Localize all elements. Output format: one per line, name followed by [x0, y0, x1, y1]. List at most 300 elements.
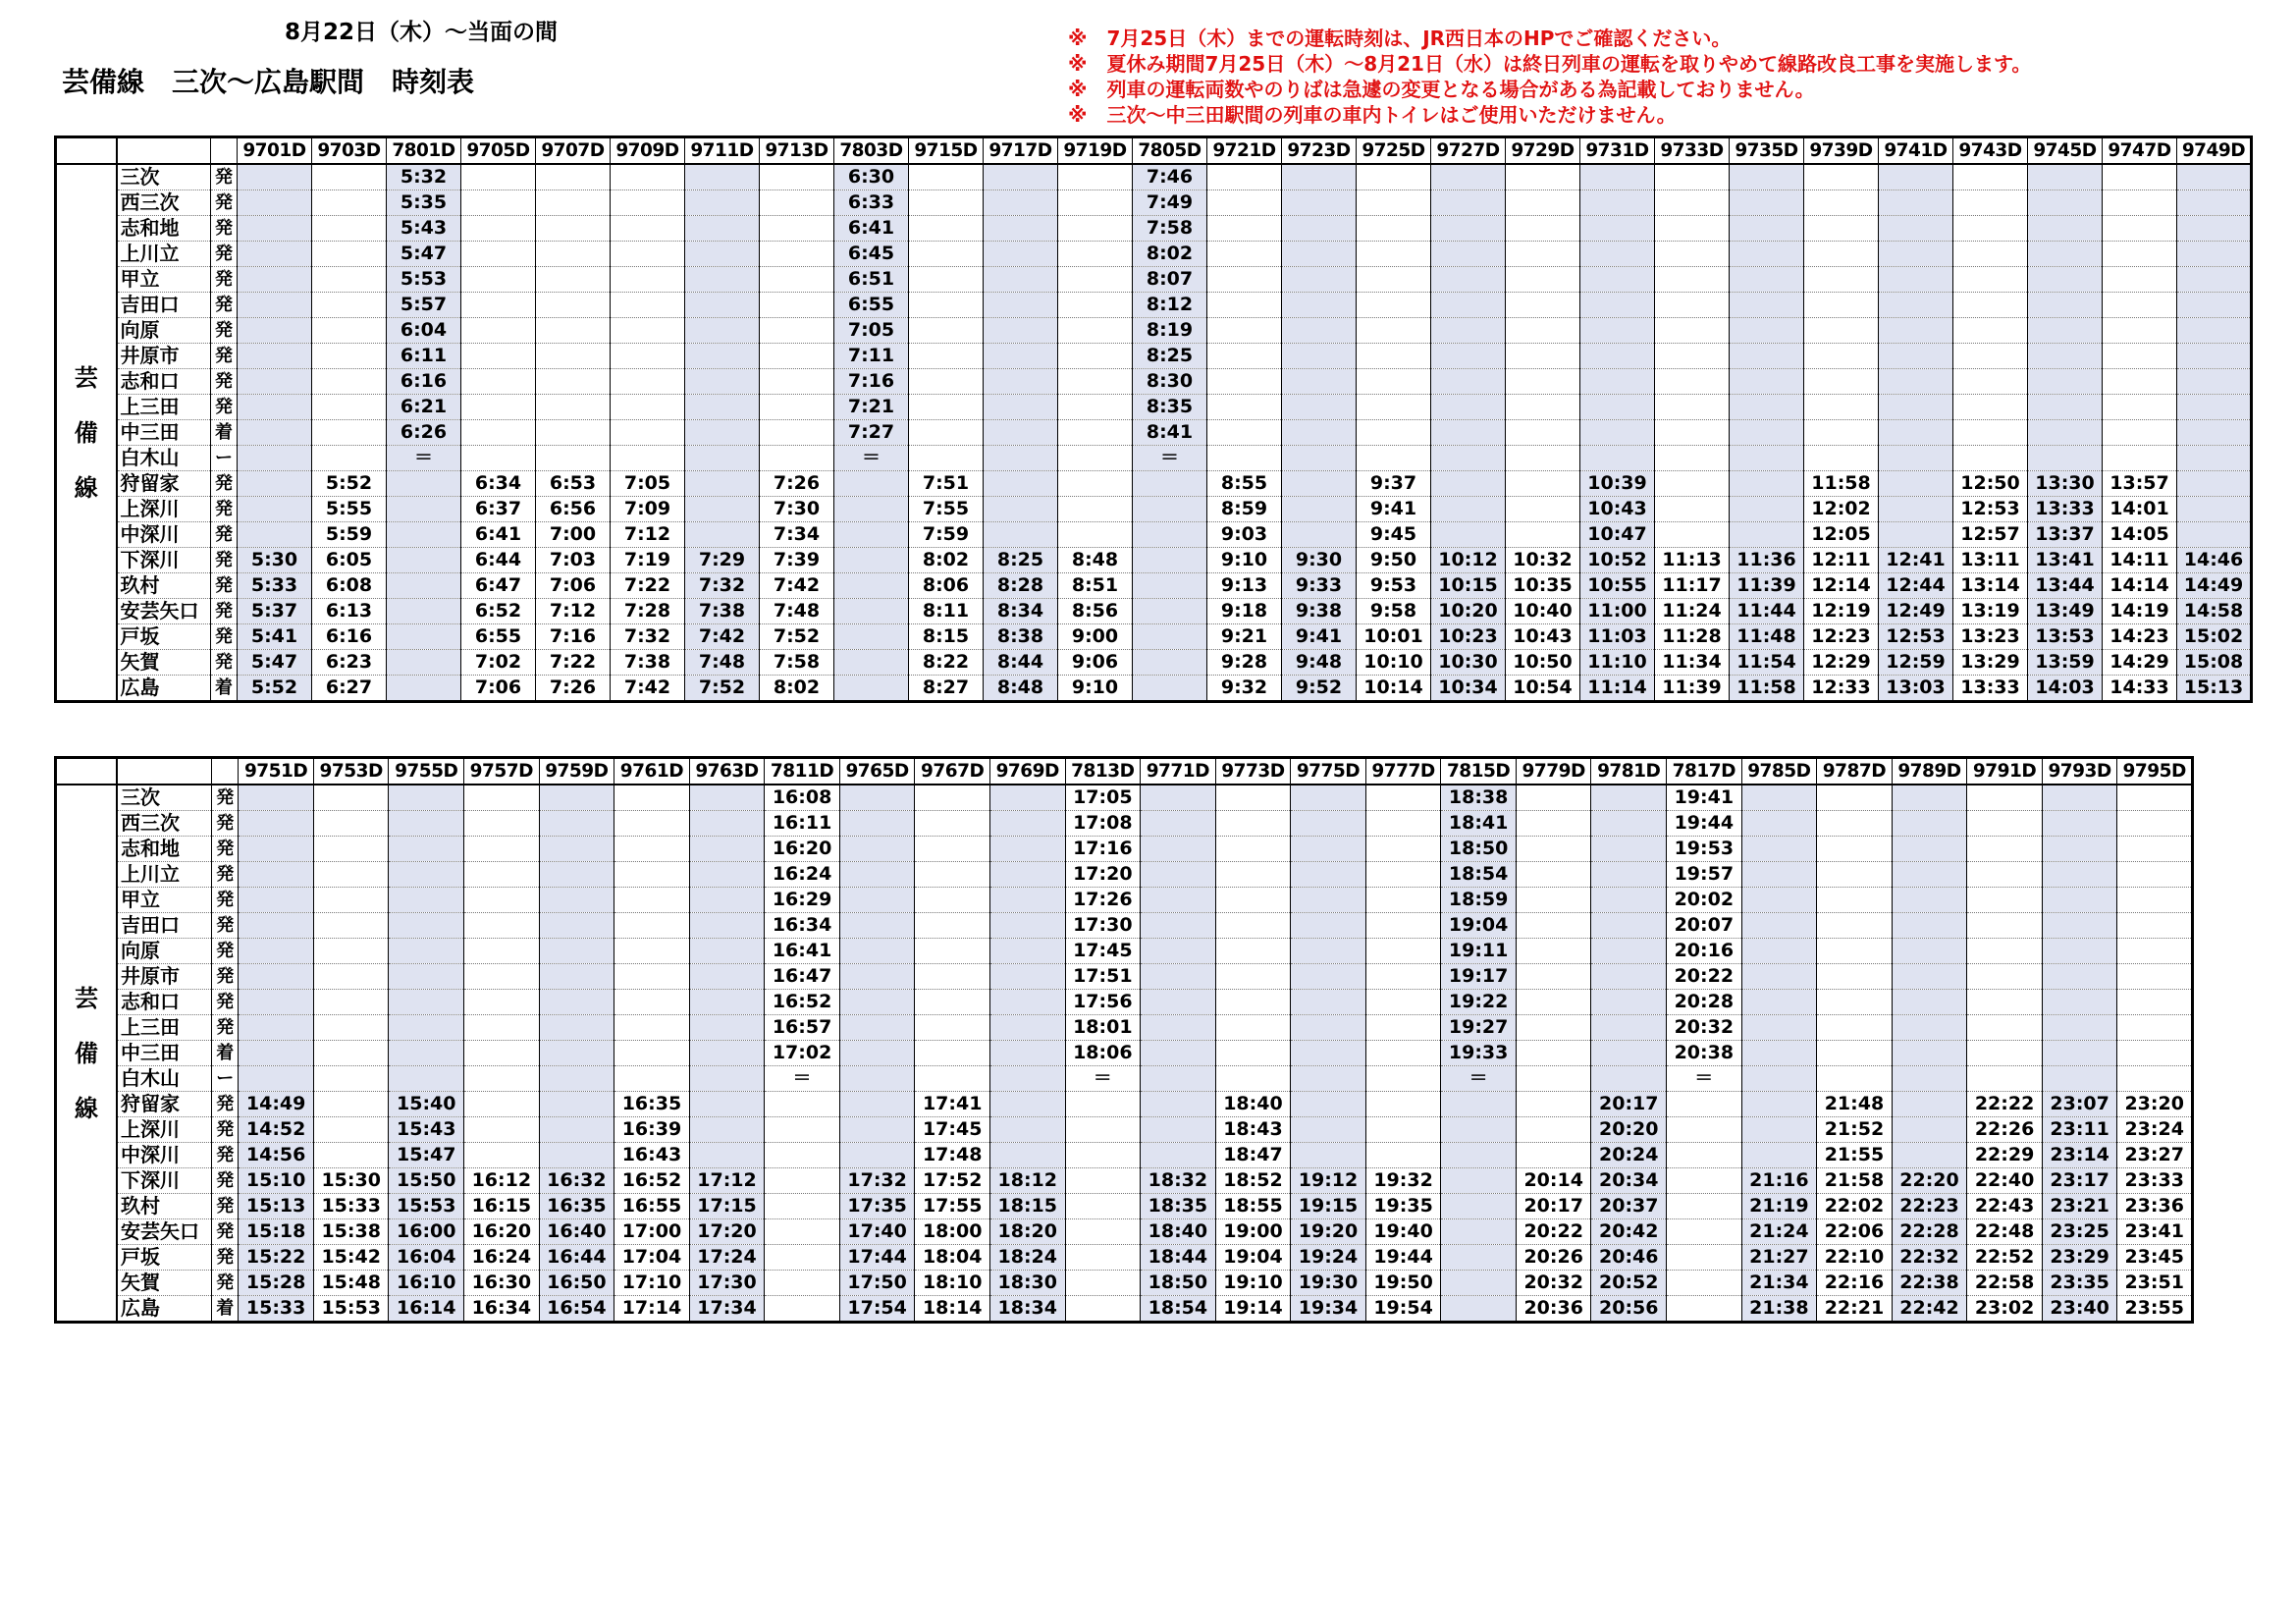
time-cell: 16:35	[539, 1194, 614, 1219]
time-cell	[1580, 190, 1655, 216]
time-cell	[1282, 242, 1357, 267]
time-cell: 20:38	[1667, 1041, 1742, 1066]
time-cell	[685, 369, 760, 395]
time-cell	[989, 990, 1065, 1015]
time-cell: 7:16	[536, 624, 611, 650]
time-cell	[2117, 939, 2193, 964]
time-cell	[1441, 1296, 1517, 1323]
time-cell	[2103, 190, 2177, 216]
time-cell	[2103, 369, 2177, 395]
time-cell: 9:37	[1357, 471, 1431, 497]
time-cell: 15:10	[239, 1168, 314, 1194]
time-cell: 9:33	[1282, 573, 1357, 599]
time-cell: 7:22	[611, 573, 685, 599]
time-cell	[1141, 1015, 1216, 1041]
time-cell: 18:54	[1141, 1296, 1216, 1323]
time-cell: 12:50	[1953, 471, 2028, 497]
time-cell: 15:08	[2177, 650, 2252, 676]
time-cell	[1953, 344, 2028, 369]
time-cell: 7:26	[536, 676, 611, 702]
time-cell	[1215, 837, 1291, 862]
time-cell	[984, 522, 1058, 548]
time-cell: 21:27	[1741, 1245, 1817, 1271]
station-row	[56, 964, 2193, 990]
time-cell	[989, 785, 1065, 811]
time-cell	[312, 369, 387, 395]
time-cell: 21:34	[1741, 1271, 1817, 1296]
station-row	[56, 369, 2252, 395]
time-cell	[536, 164, 611, 190]
time-cell: 19:35	[1365, 1194, 1441, 1219]
time-cell: 17:10	[614, 1271, 690, 1296]
time-cell: 23:45	[2117, 1245, 2193, 1271]
time-cell	[461, 293, 536, 318]
time-cell	[313, 785, 389, 811]
time-cell: 14:11	[2103, 548, 2177, 573]
station-row	[56, 1143, 2193, 1168]
time-cell	[1365, 811, 1441, 837]
time-cell	[834, 624, 909, 650]
time-cell	[1365, 1092, 1441, 1117]
time-cell: 16:39	[614, 1117, 690, 1143]
time-cell: 16:57	[765, 1015, 840, 1041]
time-cell	[760, 395, 834, 420]
time-cell	[2177, 446, 2252, 471]
station-name: 戸坂	[117, 624, 211, 650]
time-cell	[1591, 1015, 1667, 1041]
time-cell	[1804, 216, 1879, 242]
time-cell: 9:10	[1058, 676, 1133, 702]
time-cell: 7:11	[834, 344, 909, 369]
time-cell: 16:24	[464, 1245, 540, 1271]
time-cell	[611, 446, 685, 471]
time-cell: 14:19	[2103, 599, 2177, 624]
train-number: 9781D	[1591, 758, 1667, 785]
time-cell	[1741, 1066, 1817, 1092]
train-number: 9745D	[2028, 137, 2103, 165]
time-cell	[1058, 471, 1133, 497]
time-cell	[1953, 446, 2028, 471]
time-cell	[909, 216, 984, 242]
time-cell: 17:45	[915, 1117, 990, 1143]
time-cell	[984, 293, 1058, 318]
time-cell	[1516, 1041, 1591, 1066]
time-cell: 14:14	[2103, 573, 2177, 599]
time-cell: 11:10	[1580, 650, 1655, 676]
time-cell	[1967, 888, 2043, 913]
time-cell: 9:32	[1207, 676, 1282, 702]
time-cell: 8:55	[1207, 471, 1282, 497]
time-cell: 22:28	[1892, 1219, 1967, 1245]
time-cell: 10:10	[1357, 650, 1431, 676]
time-cell: 16:12	[464, 1168, 540, 1194]
time-cell: 17:51	[1065, 964, 1141, 990]
time-cell	[1441, 1168, 1517, 1194]
station-name: 矢賀	[117, 1271, 212, 1296]
station-row	[56, 1168, 2193, 1194]
time-cell: 8:06	[909, 573, 984, 599]
time-cell: 22:16	[1817, 1271, 1893, 1296]
time-cell	[909, 344, 984, 369]
time-cell	[2103, 344, 2177, 369]
time-cell	[239, 862, 314, 888]
time-cell: 10:43	[1580, 497, 1655, 522]
time-cell	[1291, 1143, 1366, 1168]
time-cell	[1655, 497, 1730, 522]
time-cell: 6:45	[834, 242, 909, 267]
time-cell: 23:33	[2117, 1168, 2193, 1194]
time-cell	[839, 1092, 915, 1117]
time-cell	[1967, 1066, 2043, 1092]
time-cell	[1441, 1219, 1517, 1245]
time-cell: 8:12	[1133, 293, 1207, 318]
time-cell	[1506, 216, 1580, 242]
time-cell: 12:23	[1804, 624, 1879, 650]
time-cell	[839, 785, 915, 811]
time-cell	[1730, 164, 1804, 190]
time-cell: 12:53	[1953, 497, 2028, 522]
time-cell: 6:34	[461, 471, 536, 497]
time-cell	[1506, 190, 1580, 216]
arr-dep-mark: 発	[211, 164, 238, 190]
time-cell: 20:37	[1591, 1194, 1667, 1219]
time-cell: 21:19	[1741, 1194, 1817, 1219]
train-number: 9701D	[238, 137, 312, 165]
time-cell: 9:45	[1357, 522, 1431, 548]
train-number: 9715D	[909, 137, 984, 165]
time-cell	[689, 1117, 765, 1143]
header-blank	[117, 758, 212, 785]
time-cell	[1667, 1271, 1742, 1296]
time-cell	[2028, 369, 2103, 395]
time-cell	[1817, 837, 1893, 862]
time-cell	[1730, 471, 1804, 497]
time-cell	[1291, 1117, 1366, 1143]
time-cell	[1291, 837, 1366, 862]
time-cell: 7:03	[536, 548, 611, 573]
time-cell: 20:32	[1516, 1271, 1591, 1296]
time-cell: 10:30	[1431, 650, 1506, 676]
time-cell: 23:40	[2042, 1296, 2117, 1323]
time-cell	[1282, 369, 1357, 395]
train-number: 9721D	[1207, 137, 1282, 165]
time-cell	[1804, 267, 1879, 293]
time-cell: 23:11	[2042, 1117, 2117, 1143]
time-cell	[389, 1015, 464, 1041]
station-row	[56, 939, 2193, 964]
station-name: 広島	[117, 676, 211, 702]
arr-dep-mark: 着	[212, 1041, 239, 1066]
time-cell: 20:16	[1667, 939, 1742, 964]
time-cell	[2177, 190, 2252, 216]
time-cell: 6:56	[536, 497, 611, 522]
arr-dep-mark: 発	[212, 1219, 239, 1245]
time-cell	[2028, 344, 2103, 369]
time-cell	[1741, 913, 1817, 939]
time-cell: 7:48	[685, 650, 760, 676]
time-cell	[1058, 369, 1133, 395]
time-cell: 18:35	[1141, 1194, 1216, 1219]
time-cell	[464, 785, 540, 811]
time-cell	[2028, 216, 2103, 242]
time-cell	[539, 785, 614, 811]
time-cell	[238, 497, 312, 522]
time-cell: 10:35	[1506, 573, 1580, 599]
time-cell: 7:48	[760, 599, 834, 624]
time-cell: 21:55	[1817, 1143, 1893, 1168]
arr-dep-mark: 発	[211, 216, 238, 242]
time-cell: 20:56	[1591, 1296, 1667, 1323]
train-number: 9793D	[2042, 758, 2117, 785]
time-cell: 17:35	[839, 1194, 915, 1219]
time-cell: 12:59	[1879, 650, 1953, 676]
station-name: 戸坂	[117, 1245, 212, 1271]
time-cell	[765, 1296, 840, 1323]
time-cell	[312, 293, 387, 318]
time-cell	[2117, 862, 2193, 888]
station-row	[56, 1015, 2193, 1041]
station-name: 上深川	[117, 1117, 212, 1143]
time-cell	[689, 990, 765, 1015]
time-cell	[614, 837, 690, 862]
time-cell	[611, 369, 685, 395]
arr-dep-mark: 発	[211, 522, 238, 548]
time-cell: 6:04	[387, 318, 461, 344]
time-cell	[1357, 395, 1431, 420]
time-cell: ＝	[1667, 1066, 1742, 1092]
time-cell	[839, 913, 915, 939]
time-cell	[834, 676, 909, 702]
time-cell: 20:14	[1516, 1168, 1591, 1194]
time-cell: 16:50	[539, 1271, 614, 1296]
time-cell: 20:07	[1667, 913, 1742, 939]
time-cell: 12:14	[1804, 573, 1879, 599]
station-name: 吉田口	[117, 293, 211, 318]
time-cell: 9:21	[1207, 624, 1282, 650]
time-cell	[2177, 318, 2252, 344]
time-cell	[839, 837, 915, 862]
time-cell: 16:29	[765, 888, 840, 913]
time-cell	[464, 913, 540, 939]
time-cell: 19:00	[1215, 1219, 1291, 1245]
time-cell: 7:30	[760, 497, 834, 522]
time-cell	[313, 1117, 389, 1143]
time-cell	[1892, 837, 1967, 862]
time-cell	[2117, 913, 2193, 939]
time-cell: 10:14	[1357, 676, 1431, 702]
time-cell	[464, 1015, 540, 1041]
time-cell: 8:30	[1133, 369, 1207, 395]
time-cell	[389, 913, 464, 939]
time-cell	[2028, 267, 2103, 293]
time-cell	[1741, 1015, 1817, 1041]
time-cell	[989, 811, 1065, 837]
time-cell	[915, 913, 990, 939]
time-cell	[760, 164, 834, 190]
time-cell	[2177, 344, 2252, 369]
arr-dep-mark: 発	[212, 913, 239, 939]
time-cell	[611, 395, 685, 420]
time-cell: 6:21	[387, 395, 461, 420]
line-name-cell	[56, 164, 117, 702]
time-cell	[238, 293, 312, 318]
time-cell: 14:29	[2103, 650, 2177, 676]
date-range: 8月22日（木）～当面の間	[285, 20, 559, 45]
time-cell	[1506, 344, 1580, 369]
time-cell: 9:28	[1207, 650, 1282, 676]
time-cell: 7:39	[760, 548, 834, 573]
time-cell	[239, 811, 314, 837]
time-cell: 20:24	[1591, 1143, 1667, 1168]
time-cell	[1441, 1117, 1517, 1143]
time-cell: 16:15	[464, 1194, 540, 1219]
arr-dep-mark: 発	[211, 293, 238, 318]
time-cell: 7:26	[760, 471, 834, 497]
time-cell: 13:14	[1953, 573, 2028, 599]
time-cell	[2103, 420, 2177, 446]
time-cell: 21:58	[1817, 1168, 1893, 1194]
time-cell	[1207, 420, 1282, 446]
time-cell	[1817, 939, 1893, 964]
time-cell	[689, 964, 765, 990]
train-number: 9703D	[312, 137, 387, 165]
time-cell	[1065, 1245, 1141, 1271]
time-cell	[389, 888, 464, 913]
time-cell	[614, 888, 690, 913]
time-cell	[387, 624, 461, 650]
time-cell	[389, 837, 464, 862]
train-number: 9719D	[1058, 137, 1133, 165]
time-cell	[915, 964, 990, 990]
time-cell: 15:02	[2177, 624, 2252, 650]
time-cell	[1730, 344, 1804, 369]
time-cell	[1817, 913, 1893, 939]
time-cell: 18:52	[1215, 1168, 1291, 1194]
time-cell	[685, 344, 760, 369]
time-cell	[1506, 293, 1580, 318]
time-cell: 16:34	[765, 913, 840, 939]
time-cell: 22:58	[1967, 1271, 2043, 1296]
time-cell	[614, 990, 690, 1015]
time-cell	[1282, 318, 1357, 344]
time-cell	[1141, 1143, 1216, 1168]
time-cell	[765, 1271, 840, 1296]
arr-dep-mark: 発	[212, 939, 239, 964]
time-cell	[1892, 990, 1967, 1015]
time-cell	[685, 293, 760, 318]
train-number: 9743D	[1953, 137, 2028, 165]
time-cell	[989, 862, 1065, 888]
time-cell: 23:20	[2117, 1092, 2193, 1117]
time-cell: 17:54	[839, 1296, 915, 1323]
time-cell	[839, 939, 915, 964]
time-cell: 13:59	[2028, 650, 2103, 676]
time-cell	[1133, 573, 1207, 599]
time-cell	[239, 785, 314, 811]
time-cell: 7:42	[611, 676, 685, 702]
time-cell	[1817, 1015, 1893, 1041]
time-cell	[2028, 293, 2103, 318]
time-cell: 17:20	[689, 1219, 765, 1245]
time-cell	[1058, 267, 1133, 293]
time-cell: 8:34	[984, 599, 1058, 624]
time-cell: 20:46	[1591, 1245, 1667, 1271]
time-cell: 8:28	[984, 573, 1058, 599]
time-cell	[1365, 1066, 1441, 1092]
time-cell	[1879, 242, 1953, 267]
time-cell: 5:30	[238, 548, 312, 573]
time-cell	[1591, 785, 1667, 811]
train-number: 9791D	[1967, 758, 2043, 785]
time-cell	[1516, 862, 1591, 888]
time-cell	[1953, 293, 2028, 318]
time-cell: 8:44	[984, 650, 1058, 676]
time-cell	[2177, 497, 2252, 522]
time-cell	[1879, 190, 1953, 216]
time-cell	[239, 1015, 314, 1041]
time-cell: 8:25	[984, 548, 1058, 573]
time-cell: 17:04	[614, 1245, 690, 1271]
time-cell	[464, 964, 540, 990]
train-number: 9789D	[1892, 758, 1967, 785]
time-cell	[539, 939, 614, 964]
station-row	[56, 811, 2193, 837]
time-cell: 15:42	[313, 1245, 389, 1271]
time-cell: 18:32	[1141, 1168, 1216, 1194]
train-number: 7801D	[387, 137, 461, 165]
time-cell	[611, 318, 685, 344]
time-cell: 17:48	[915, 1143, 990, 1168]
time-cell: 18:40	[1141, 1219, 1216, 1245]
time-cell	[389, 862, 464, 888]
time-cell: 13:11	[1953, 548, 2028, 573]
time-cell	[464, 1092, 540, 1117]
time-cell: 7:00	[536, 522, 611, 548]
time-cell	[2028, 190, 2103, 216]
time-cell	[1215, 913, 1291, 939]
time-cell: 5:57	[387, 293, 461, 318]
time-cell: 13:03	[1879, 676, 1953, 702]
time-cell	[685, 420, 760, 446]
time-cell: 10:54	[1506, 676, 1580, 702]
time-cell	[1282, 344, 1357, 369]
time-cell	[389, 939, 464, 964]
station-row	[56, 1296, 2193, 1323]
station-row	[56, 624, 2252, 650]
station-row	[56, 420, 2252, 446]
time-cell	[760, 216, 834, 242]
arr-dep-mark: 発	[211, 548, 238, 573]
time-cell: 12:11	[1804, 548, 1879, 573]
time-cell	[1741, 888, 1817, 913]
time-cell	[1291, 1041, 1366, 1066]
time-cell: 23:17	[2042, 1168, 2117, 1194]
time-cell: 16:20	[765, 837, 840, 862]
arr-dep-mark: 発	[211, 344, 238, 369]
time-cell: 13:41	[2028, 548, 2103, 573]
time-cell	[1141, 811, 1216, 837]
time-cell: 9:06	[1058, 650, 1133, 676]
time-cell	[1431, 344, 1506, 369]
time-cell	[909, 190, 984, 216]
time-cell: 17:50	[839, 1271, 915, 1296]
time-cell	[1431, 267, 1506, 293]
time-cell	[1431, 293, 1506, 318]
time-cell: 7:38	[611, 650, 685, 676]
time-cell	[1580, 446, 1655, 471]
time-cell: 19:24	[1291, 1245, 1366, 1271]
time-cell	[1431, 522, 1506, 548]
